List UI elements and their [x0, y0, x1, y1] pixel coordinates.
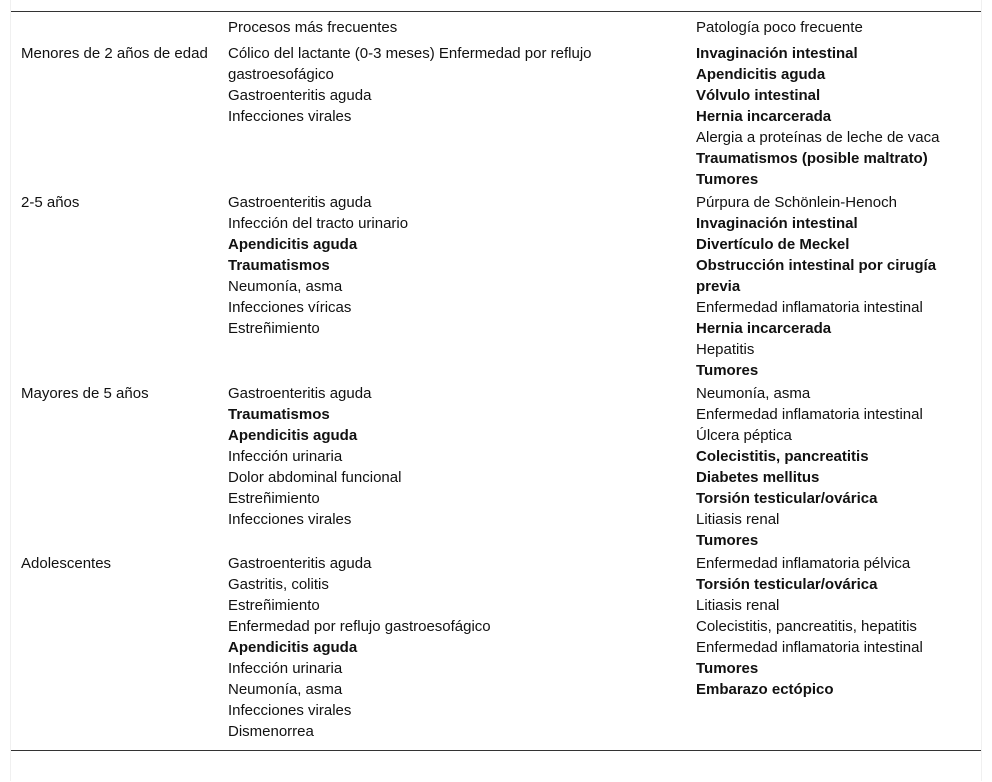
frequent-item: Estreñimiento [228, 320, 320, 337]
frequent-item: Estreñimiento [228, 490, 320, 507]
rare-item: Púrpura de Schönlein-Henoch [696, 194, 897, 211]
rare-item: Tumores [696, 532, 759, 549]
frequent-item: Gastroenteritis aguda [228, 555, 372, 572]
rare-item: Embarazo ectópico [696, 681, 834, 698]
rare-item: Colecistitis, pancreatitis, hepatitis [696, 618, 917, 635]
frequent-item: Infección urinaria [228, 448, 343, 465]
data-table [11, 11, 981, 751]
frequent-item: Infecciones virales [228, 108, 352, 125]
frequent-processes-cell [228, 192, 696, 383]
frequent-item: Dolor abdominal funcional [228, 469, 402, 486]
table-row [11, 192, 981, 383]
frequent-item: Estreñimiento [228, 597, 320, 614]
frequent-item: Infecciones víricas [228, 299, 352, 316]
rare-item: Invaginación intestinal [696, 45, 858, 62]
rare-item: Torsión testicular/ovárica [696, 490, 878, 507]
frequent-processes-cell [228, 43, 696, 192]
frequent-item: Apendicitis aguda [228, 639, 358, 656]
rare-item: Enfermedad inflamatoria intestinal [696, 639, 923, 656]
rare-pathology-cell [696, 192, 981, 383]
rare-item: Tumores [696, 660, 759, 677]
age-group-cell: Menores de 2 años de edad [21, 45, 208, 62]
rare-item: Enfermedad inflamatoria intestinal [696, 406, 923, 423]
document-page [10, 0, 982, 781]
frequent-item: Neumonía, asma [228, 681, 343, 698]
header-age-column [11, 12, 228, 43]
rare-item: Hepatitis [696, 341, 755, 358]
frequent-item: Dismenorrea [228, 723, 314, 740]
frequent-item: Infección del tracto urinario [228, 215, 409, 232]
rare-item: Tumores [696, 171, 759, 188]
frequent-item: Infecciones virales [228, 511, 352, 528]
table-row [11, 553, 981, 744]
rare-item: Apendicitis aguda [696, 66, 826, 83]
table-header-row [11, 12, 981, 43]
table-row [11, 43, 981, 192]
rare-item: Obstrucción intestinal por cirugía previa [696, 257, 937, 295]
rare-item: Torsión testicular/ovárica [696, 576, 878, 593]
header-frequent-column: Procesos más frecuentes [228, 19, 398, 36]
frequent-item: Gastritis, colitis [228, 576, 329, 593]
header-rare-column: Patología poco frecuente [696, 19, 863, 36]
rare-item: Invaginación intestinal [696, 215, 858, 232]
age-group-cell: Mayores de 5 años [21, 385, 149, 402]
frequent-processes-cell [228, 553, 696, 744]
rare-item: Traumatismos (posible maltrato) [696, 150, 928, 167]
rare-item: Neumonía, asma [696, 385, 811, 402]
frequent-item: Cólico del lactante (0-3 meses) Enfermedad por reflujo gastroesofágico [228, 45, 592, 83]
frequent-item: Infecciones virales [228, 702, 352, 719]
rare-item: Litiasis renal [696, 511, 780, 528]
rare-item: Tumores [696, 362, 759, 379]
frequent-item: Gastroenteritis aguda [228, 87, 372, 104]
rare-pathology-cell [696, 553, 981, 744]
age-group-cell: 2-5 años [21, 194, 80, 211]
rare-pathology-cell [696, 383, 981, 553]
rare-item: Hernia incarcerada [696, 320, 832, 337]
table-row [11, 383, 981, 553]
table-body [11, 43, 981, 744]
rare-item: Hernia incarcerada [696, 108, 832, 125]
rare-item: Enfermedad inflamatoria pélvica [696, 555, 911, 572]
frequent-item: Infección urinaria [228, 660, 343, 677]
rare-pathology-cell [696, 43, 981, 192]
frequent-item: Gastroenteritis aguda [228, 385, 372, 402]
age-group-cell: Adolescentes [21, 555, 112, 572]
frequent-item: Gastroenteritis aguda [228, 194, 372, 211]
rare-item: Alergia a proteínas de leche de vaca [696, 129, 940, 146]
frequent-item: Apendicitis aguda [228, 236, 358, 253]
rare-item: Colecistitis, pancreatitis [696, 448, 869, 465]
frequent-item: Enfermedad por reflujo gastroesofágico [228, 618, 491, 635]
rare-item: Litiasis renal [696, 597, 780, 614]
frequent-item: Neumonía, asma [228, 278, 343, 295]
rare-item: Vólvulo intestinal [696, 87, 821, 104]
rare-item: Divertículo de Meckel [696, 236, 850, 253]
frequent-item: Traumatismos [228, 257, 330, 274]
rare-item: Enfermedad inflamatoria intestinal [696, 299, 923, 316]
rare-item: Diabetes mellitus [696, 469, 820, 486]
frequent-processes-cell [228, 383, 696, 553]
frequent-item: Apendicitis aguda [228, 427, 358, 444]
rare-item: Úlcera péptica [696, 427, 792, 444]
frequent-item: Traumatismos [228, 406, 330, 423]
